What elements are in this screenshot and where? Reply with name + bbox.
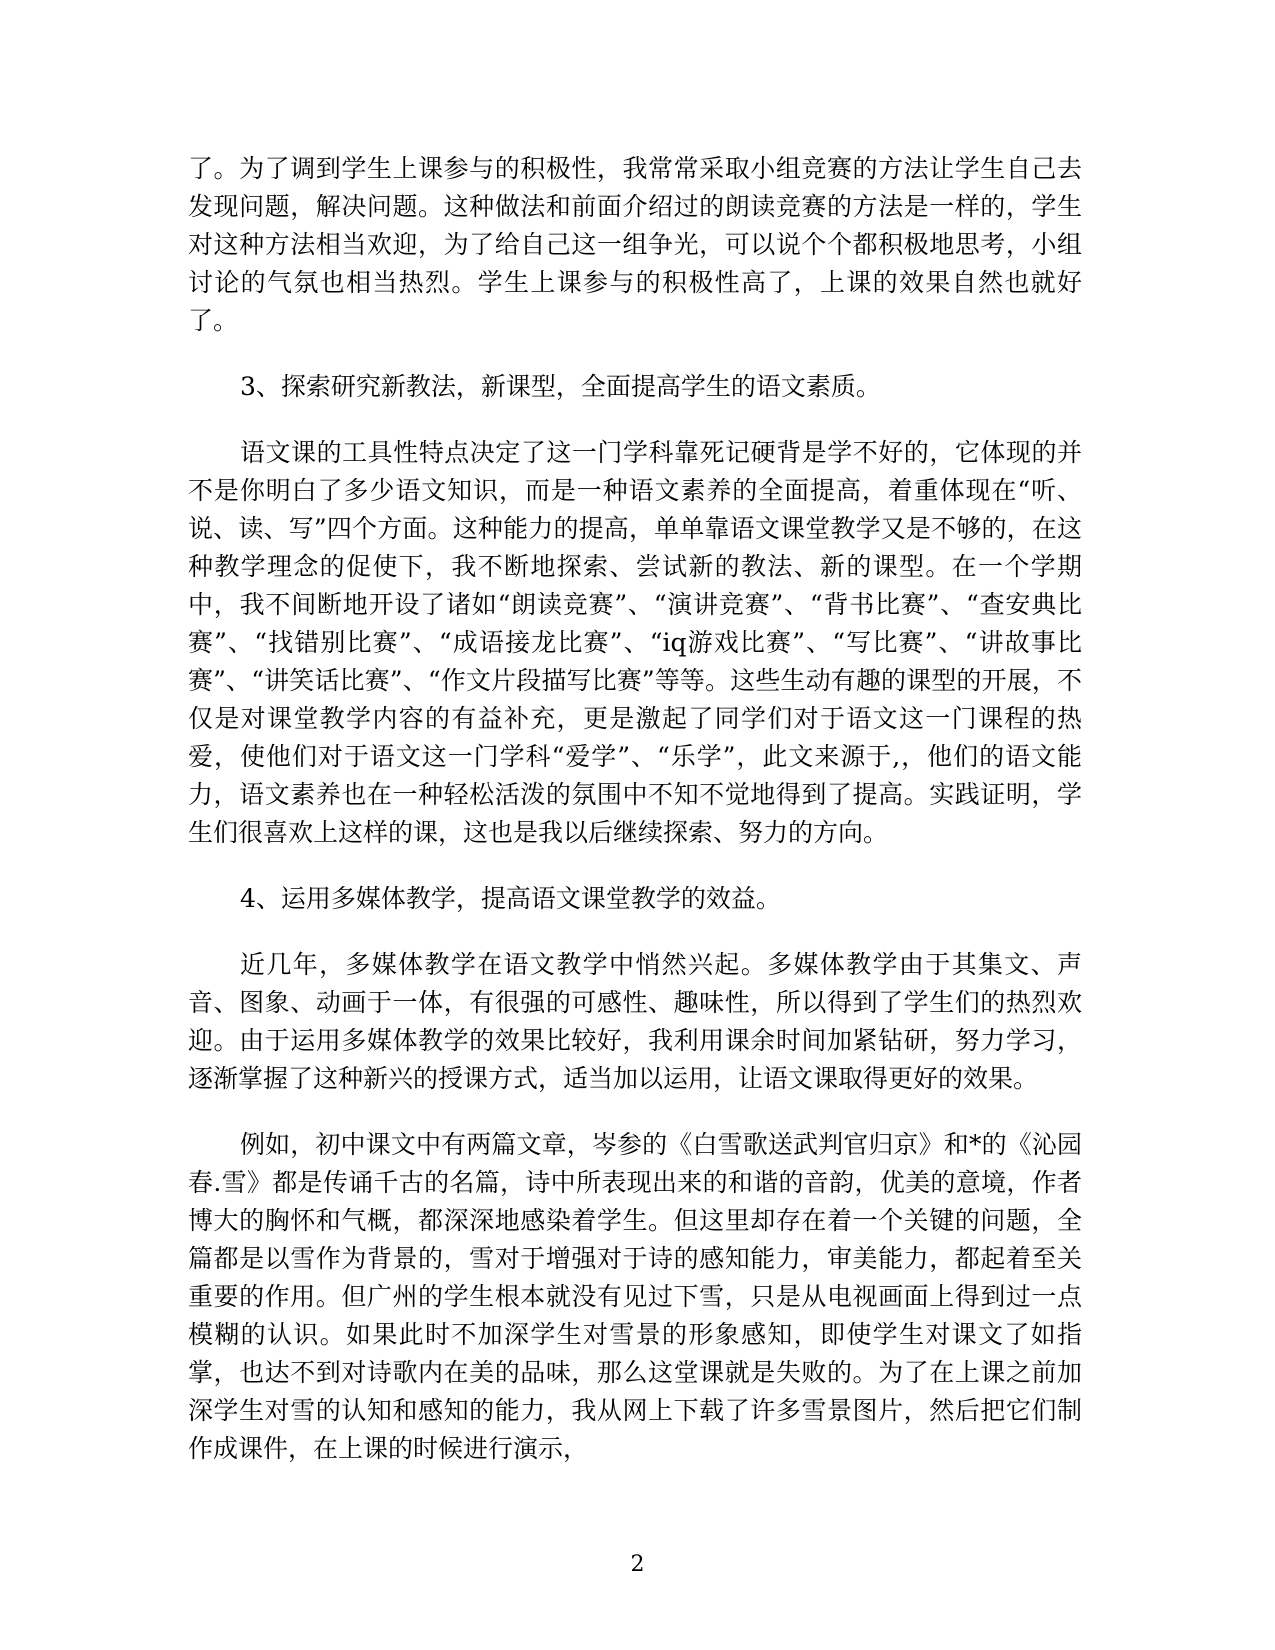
section-heading-3: 3、探索研究新教法，新课型，全面提高学生的语文素质。 — [240, 372, 881, 401]
section-heading-4: 4、运用多媒体教学，提高语文课堂教学的效益。 — [240, 884, 781, 913]
paragraph-multimedia: 近几年，多媒体教学在语文教学中悄然兴起。多媒体教学由于其集文、声音、图象、动画于一体，有很强的可感性、趣味性，所以得到了学生们的热烈欢迎。由于运用多媒体教学的效果比较好，我利用课余时间加紧钻研，努力学习，逐渐掌握了这种新兴的授课方式，适当加以运用，让语文课取得更好的效果。 — [188, 950, 1082, 1093]
paragraph-example: 例如，初中课文中有两篇文章，岑参的《白雪歌送武判官归京》和*的《沁园春.雪》都是传诵千古的名篇，诗中所表现出来的和谐的音韵，优美的意境，作者博大的胸怀和气概，都深深地感染着学生。但这里却存在着一个关键的问题，全篇都是以雪作为背景的，雪对于增强对于诗的感知能力，审美能力，都起着至关重要的作用。但广州的学生根本就没有见过下雪，只是从电视画面上得到过一点模糊的认识。如果此时不加深学生对雪景的形象感知，即使学生对课文了如指掌，也达不到对诗歌内在美的品味，那么这堂课就是失败的。为了在上课之前加深学生对雪的认知和感知的能力，我从网上下载了许多雪景图片，然后把它们制作成课件，在上课的时候进行演示， — [188, 1130, 1082, 1463]
paragraph-new-methods: 语文课的工具性特点决定了这一门学科靠死记硬背是学不好的，它体现的并不是你明白了多少语文知识，而是一种语文素养的全面提高，着重体现在“听、说、读、写”四个方面。这种能力的提高，单单靠语文课堂教学又是不够的，在这种教学理念的促使下，我不断地探索、尝试新的教法、新的课型。在一个学期中，我不间断地开设了诸如“朗读竞赛”、“演讲竞赛”、“背书比赛”、“查安典比赛”、“找错别比赛”、“成语接龙比赛”、“iq游戏比赛”、“写比赛”、“讲故事比赛”、“讲笑话比赛”、“作文片段描写比赛”等等。这些生动有趣的课型的开展，不仅是对课堂教学内容的有益补充，更是激起了同学们对于语文这一门课程的热爱，使他们对于语文这一门学科“爱学”、“乐学”，此文来源于,，他们的语文能力，语文素养也在一种轻松活泼的氛围中不知不觉地得到了提高。实践证明，学生们很喜欢上这样的课，这也是我以后继续探索、努力的方向。 — [188, 438, 1082, 847]
paragraph-continuation: 了。为了调到学生上课参与的积极性，我常常采取小组竞赛的方法让学生自己去发现问题，解决问题。这种做法和前面介绍过的朗读竞赛的方法是一样的，学生对这种方法相当欢迎，为了给自己这一组争光，可以说个个都积极地思考，小组讨论的气氛也相当热烈。学生上课参与的积极性高了，上课的效果自然也就好了。 — [188, 154, 1082, 335]
page-number: 2 — [630, 1552, 645, 1577]
page-body — [188, 150, 1082, 1468]
